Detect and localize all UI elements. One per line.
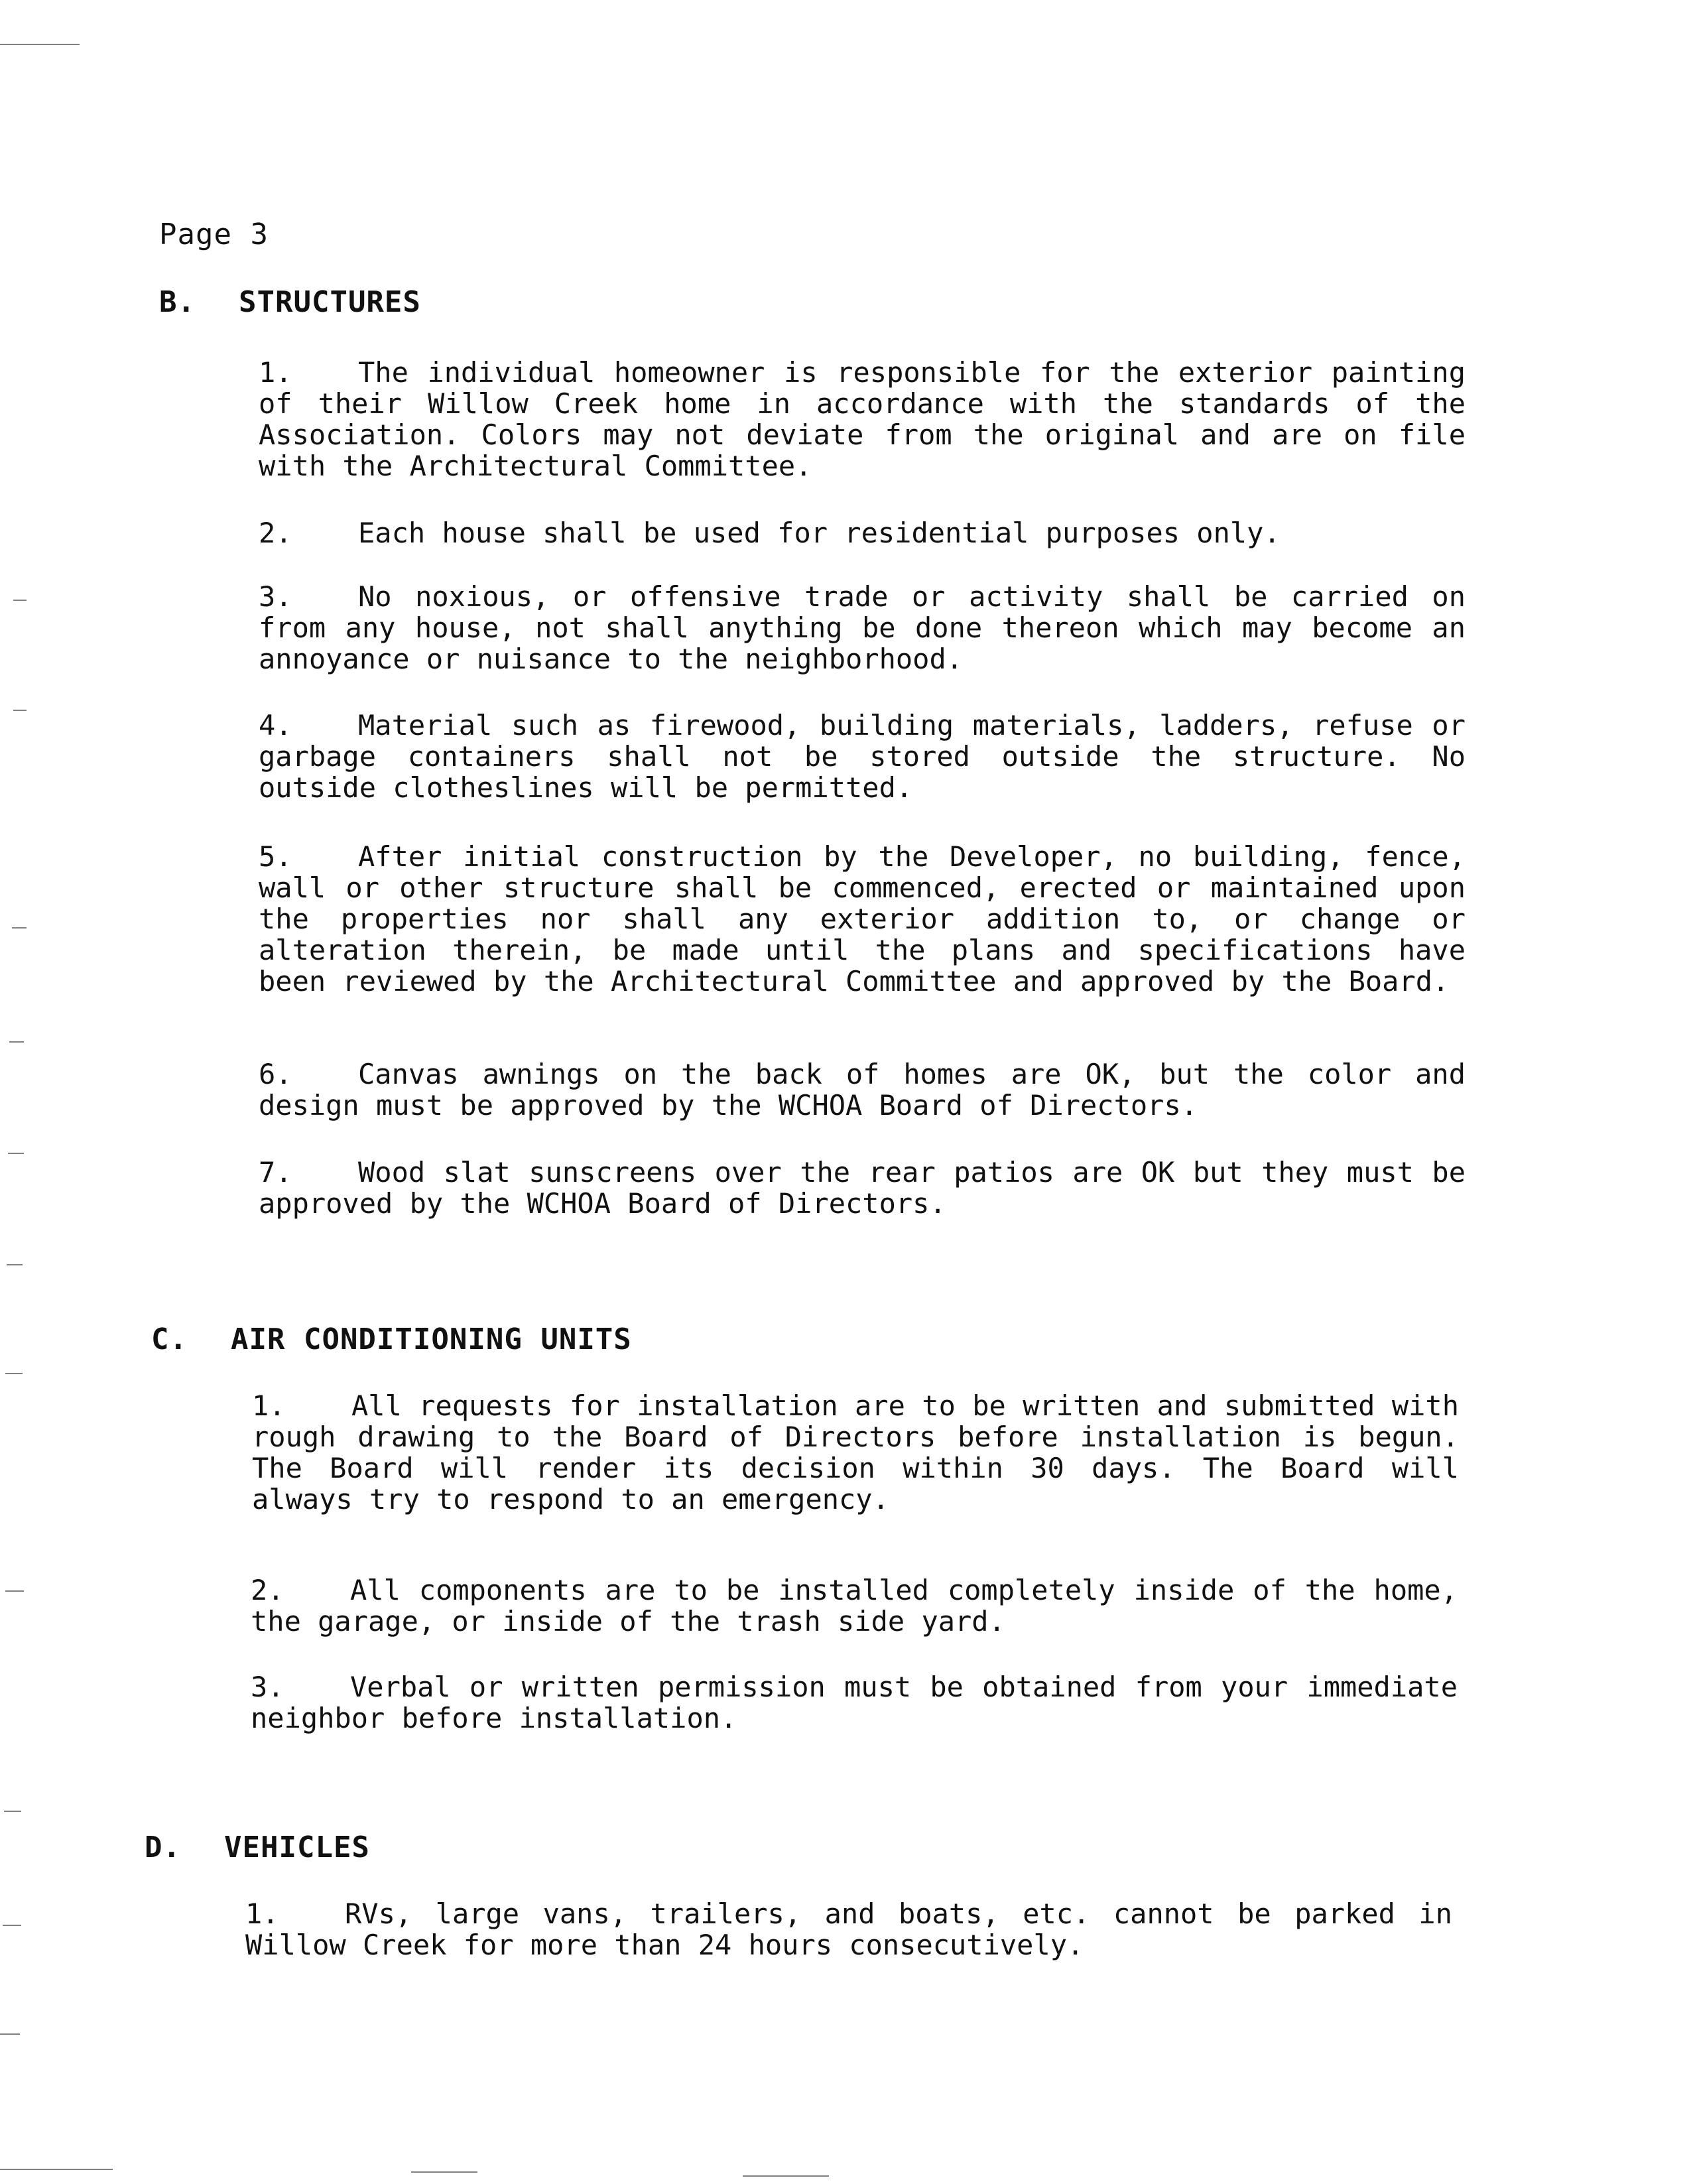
- section-title: STRUCTURES: [239, 285, 421, 319]
- item-text: All requests for installation are to be written and submitted with rough drawing to the Board of Directors before installation is begun. The Board will render its decision within 30 days. The Board will always try to respond to an emergency.: [252, 1389, 1459, 1515]
- scan-mark: [411, 2171, 477, 2173]
- structures-item-4: [259, 710, 1466, 803]
- item-number: 2.: [251, 1574, 284, 1606]
- scan-mark: [0, 2169, 113, 2170]
- structures-item-1: [259, 357, 1466, 482]
- section-heading-vehicles: [145, 1831, 370, 1864]
- item-number: 1.: [245, 1897, 279, 1930]
- item-text: Canvas awnings on the back of homes are OK, but the color and design must be approved by the WCHOA Board of Directors.: [259, 1058, 1466, 1122]
- section-title: VEHICLES: [224, 1831, 370, 1864]
- item-text: No noxious, or offensive trade or activity shall be carried on from any house, not shall anything be done thereon which may become an annoyance or nuisance to the neighborhood.: [259, 580, 1466, 675]
- section-title: AIR CONDITIONING UNITS: [231, 1322, 632, 1356]
- item-number: 3.: [259, 580, 292, 613]
- air-conditioning-item-2: [251, 1574, 1458, 1637]
- item-text: The individual homeowner is responsible for the exterior painting of their Willow Creek home in accordance with the standards of the Association. Colors may not deviate from the original and are on file with the Architectural Committee.: [259, 356, 1466, 482]
- structures-item-5: [259, 841, 1466, 997]
- air-conditioning-item-1: [252, 1390, 1459, 1515]
- scan-mark: [0, 44, 80, 45]
- scan-mark: [8, 1153, 24, 1154]
- item-text: Material such as firewood, building materials, ladders, refuse or garbage containers shall not be stored outside the structure. No outside clotheslines will be permitted.: [259, 709, 1466, 804]
- item-number: 1.: [259, 356, 292, 389]
- item-number: 1.: [252, 1389, 286, 1422]
- section-letter: B.: [159, 285, 196, 319]
- item-text: Wood slat sunscreens over the rear patios are OK but they must be approved by the WCHOA Board of Directors.: [259, 1156, 1466, 1220]
- item-number: 3.: [251, 1671, 284, 1703]
- section-letter: C.: [151, 1322, 188, 1356]
- scan-mark: [0, 2033, 20, 2035]
- scan-mark: [5, 1373, 23, 1374]
- item-number: 7.: [259, 1156, 292, 1188]
- section-heading-structures: [159, 285, 421, 319]
- structures-item-3: [259, 581, 1466, 674]
- air-conditioning-item-3: [251, 1671, 1458, 1734]
- scan-mark: [743, 2175, 829, 2177]
- item-text: RVs, large vans, trailers, and boats, etc. cannot be parked in Willow Creek for more than 24 hours consecutively.: [245, 1897, 1452, 1961]
- section-letter: D.: [145, 1831, 181, 1864]
- item-text: Each house shall be used for residential purposes only.: [358, 517, 1281, 549]
- item-number: 5.: [259, 840, 292, 873]
- page-number: Page 3: [159, 218, 269, 251]
- scan-mark: [9, 1041, 24, 1043]
- scan-mark: [13, 600, 27, 601]
- item-number: 2.: [259, 517, 292, 549]
- section-heading-air-conditioning: [151, 1322, 632, 1356]
- scan-mark: [3, 1925, 21, 1926]
- structures-item-6: [259, 1059, 1466, 1121]
- item-number: 6.: [259, 1058, 292, 1090]
- scan-mark: [13, 710, 27, 711]
- scan-mark: [5, 1590, 24, 1592]
- structures-item-2: [259, 517, 1466, 548]
- item-text: Verbal or written permission must be obtained from your immediate neighbor before installation.: [251, 1671, 1458, 1734]
- item-text: All components are to be installed completely inside of the home, the garage, or inside of the trash side yard.: [251, 1574, 1458, 1638]
- scan-mark: [7, 1264, 23, 1265]
- item-number: 4.: [259, 709, 292, 741]
- scan-mark: [12, 927, 27, 929]
- vehicles-item-1: [245, 1898, 1452, 1960]
- scan-mark: [4, 1811, 21, 1812]
- item-text: After initial construction by the Developer, no building, fence, wall or other structure shall be commenced, erected or maintained upon the properties nor shall any exterior addition to, or change or alteration therein, be made until the plans and specifications have been reviewed by the Architectural Committee and approved by the Board.: [259, 840, 1466, 997]
- structures-item-7: [259, 1157, 1466, 1219]
